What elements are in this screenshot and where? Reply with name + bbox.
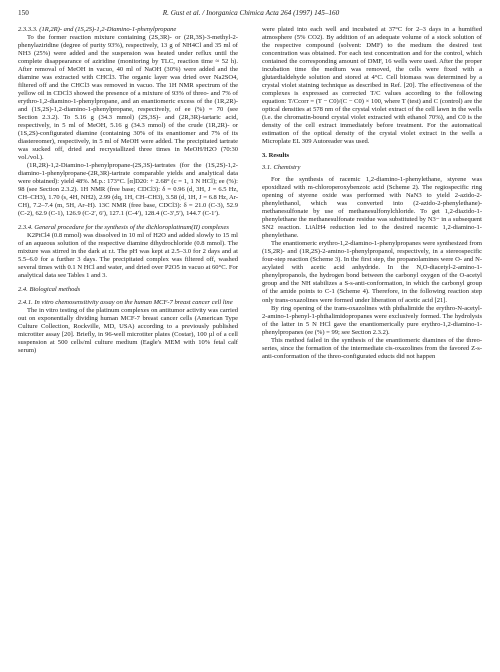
section-heading-2-4: 2.4. Biological methods	[18, 286, 81, 294]
paragraph-erythro-synthesis: The enantiomeric erythro-1,2-diamino-1-phenylpropanes were synthesized from (1S,2R)- and (1R,2S)-2-amino-1-phenylpropanol, respectively, in a stereospecific four-step reaction (Scheme 3). In the first step, the propanolamines were O- and N-acylated with acetic acid anhydride. In the N,O-diacetyl-2-amino-1-phenylpropanols, the hydrogen bond between the carbonyl oxygen of the O-acetyl group and the NH stabilizes a S-s-anti-conformation, in which the carbonyl group of the amide points to C-1 (Scheme 4). Therefore, in the following reaction step only trans-oxazolines were formed under liberation of acetic acid [21].	[262, 240, 482, 304]
section-heading-2-3-3-3: 2.3.3.3. (1R,2R)- and (1S,2S)-1,2-Diamino-1-phenylpropane	[18, 26, 177, 33]
paragraph-analytical-data: (1R,2R)-1,2-Diamino-1-phenylpropane-(2S,3S)-tartrates (for the (1S,2S)-1,2-diamino-1-phenylpropane-(2R,3R)-tartrate comparable yields and analytical data were obtained): yield 48%. M.p.: 173°C. [α]D20: + 2.68° (c = 1, 1 N HCl); ee (%): 98 (see Section 2.3.2). 1H NMR (free base; CDCl3): δ = 0.96 (d, 3H, J = 6.5 Hz, CH–CH3), 1.70 (s, 4H, NH2), 2.99 (dq, 1H, CH–CH3), 3.58 (d, 1H, J = 6.8 Hz, Ar-CH), 7.2–7.4 (m, 5H, Ar–H). 13C NMR (free base, CDCl3): δ = 21.0 (C-3), 52.9 (C-2), 62.9 (C-1), 126.9 (C-2′, 6′), 127.1 (C-4′), 128.4 (C-3′,5′), 144.7 (C-1′).	[18, 162, 238, 218]
page-number: 150	[18, 9, 29, 17]
paragraph-racemic-synthesis: For the synthesis of racemic 1,2-diamino-1-phenylethane, styrene was epoxidized with m-chloroperoxybenzoic acid (Scheme 2). The regiospecific ring opening of styrene oxide was performed with NaN3 to yield 2-azido-2-phenylethanol, which was converted into (2-azido-2-phenylethane)-methanesulfonate by use of methanesulfonylchloride. To get 1,2-diazido-1-phenylethane the methanesulfonate residue was substituted by N3− in a subsequent SN2 reaction. LiAlH4 reduction led to the desired racemic 1,2-diamino-1-phenylethane.	[262, 176, 482, 240]
paragraph-threo-failure: This method failed in the synthesis of the enantiomeric diamines of the threo-series, since the formation of the intermediate cis-oxazolines from the favored Z-s-anti-conformation of the threo-configurated educts did not happen	[262, 336, 482, 360]
section-heading-2-3-4: 2.3.4. General procedure for the synthesis of the dichloroplatinum(II) complexes	[18, 224, 229, 232]
paragraph-ring-opening: By ring opening of the trans-oxazolines with phthalimide the erythro-N-acetyl-2-amino-1-phenyl-1-phthalimidopropanes were exclusively formed. The hydrolysis of the latter in 5 N HCl gave the enantiomerically pure erythro-1,2-diamino-1-phenylpropanes (ee (%) = 99; see Section 2.3.2).	[262, 304, 482, 336]
paragraph-platinum-complexes: K2PtCl4 (0.8 mmol) was dissolved in 10 ml of H2O and added slowly to 15 ml of an aqueous solution of the respective diamine dihydrochloride (0.8 mmol). The mixture was stirred in the dark at r.t. The pH was kept at 2.5–3.0 for 2 days and at 5.5–6.0 for a further 3 days. The precipitated complex was filtered off, washed several times with 0.1 N HCl and water, and dried over P2O5 in vacuo at 60°C. For analytical data see Tables 1 and 3.	[18, 232, 238, 280]
paragraph-synthesis-procedure: To the former reaction mixture containing (2S,3R)- or (2R,3S)-3-methyl-2-phenylaziridine (degree of purity 93%), respectively, 13 g of NH4Cl and 35 ml of NH3 (25%) were added and the suspension was heated under reflux until the complete disappearance of aziridine (monitoring by TLC, reaction time ≈ 52 h). After removal of MeOH in vacuo, 40 ml of NaOH (30%) were added and the diamine was extracted with CHCl3. The organic layer was dried over Na2SO4, filtered off and the CHCl3 was removed in vacuo. The 1H NMR spectrum of the yellow oil in CDCl3 showed the presence of a mixture of 93% of threo- and 7% of erythro-1,2-diamino-1-phenylpropane, and an enantiomeric excess of the (1R,2R)- and (1S,2S)-1,2-diamino-1-phenylpropane, respectively, of ee (%) = 70 (see Section 2.3.2). To 5.16 g (34.3 mmol) (2S,3S)- and (2R,3R)-tartaric acid, respectively, in 5 ml of MeOH, 5.16 g (34.3 mmol) of the crude (1R,2R)- or (1S,2S)-configurated diamine (containing 30% of its enantiomer and 7% of its diastereomer), respectively, in 5 ml of MeOH were added. The precipitated tartrate was sucked off, dried and recrystallized three times in MeOH/H2O (70:30 vol./vol.).	[18, 34, 238, 162]
page-header	[18, 7, 484, 19]
section-heading-2-4-1: 2.4.1. In vitro chemosensitivity assay on the human MCF-7 breast cancer cell line	[18, 298, 233, 306]
right-column	[262, 26, 482, 361]
section-heading-chemistry: 3.1. Chemistry	[262, 164, 301, 172]
left-column	[18, 26, 238, 355]
paragraph-assay-continued: were plated into each well and incubated at 37°C for 2–3 days in a humified atmosphere (5% CO2). By addition of an adequate volume of a stock solution of the respective compound (solvent: DMF) to the medium the desired test concentration was obtained. For each test concentration and for the control, which contained the corresponding amount of DMF, 16 wells were used. After the proper incubation time the medium was removed, the cells were fixed with a glutardialdehyde solution and stored at 4°C. Cell biomass was determined by a crystal violet staining technique as described in Ref. [20]. The effectiveness of the complexes is expressed as corrected T/C values according to the following equation: T/Ccorr = (T − C0)/(C − C0) × 100, where T (test) and C (control) are the optical densities at 578 nm of the crystal violet extract of the cell lawn in the wells (i.e. the chromatin-bound crystal violet extracted with ethanol 70%), and C0 is the density of the cell extract immediately before treatment. For the automatical estimation of the optical density of the crystal violet extract in the wells a Microplate EL 309 Autoreader was used.	[262, 26, 482, 146]
section-heading-results: 3. Results	[262, 152, 290, 160]
running-title: R. Gust et al. / Inorganica Chimica Acta 264 (1997) 145–160	[162, 9, 340, 17]
paragraph-assay: The in vitro testing of the platinum complexes on antitumor activity was carried out on exponentially dividing human MCF-7 breast cancer cells (American Type Culture Collection, Rockville, MD, USA) according to a previously published microtiter assay [20]. Briefly, in 96-well microtiter plates (Costar), 100 µl of a cell suspension at 500 cells/ml culture medium (Eagle's MEM with 10% fetal calf serum)	[18, 306, 238, 354]
